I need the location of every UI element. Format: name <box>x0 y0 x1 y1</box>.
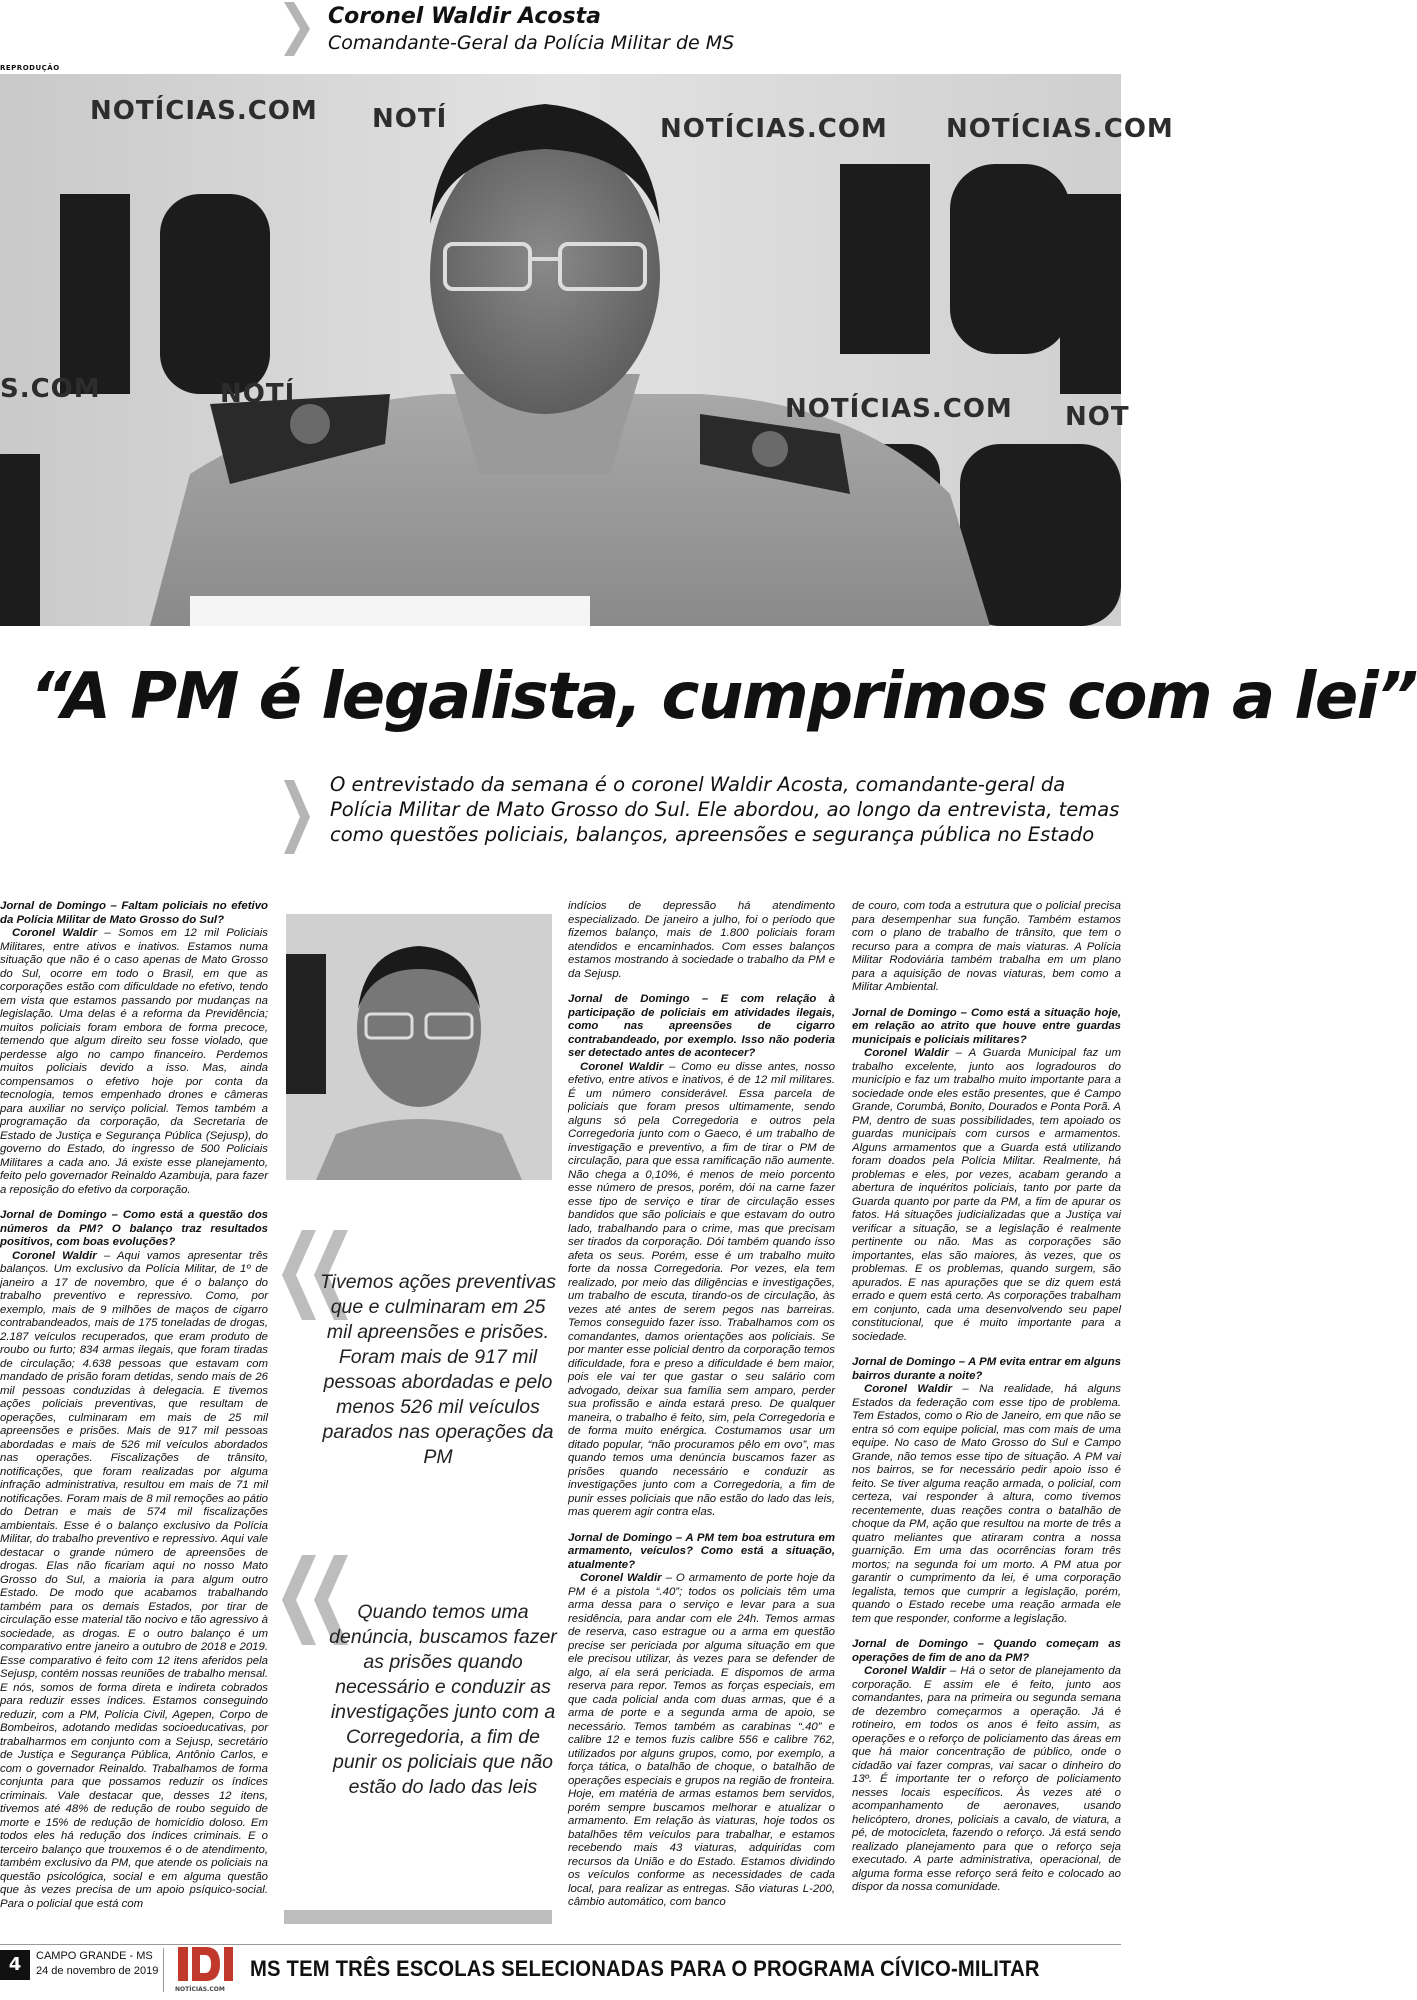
paragraph-gap <box>852 995 1121 1007</box>
paragraph-gap <box>852 1626 1121 1638</box>
interview-answer <box>568 900 835 981</box>
photo-credit: REPRODUÇÃO <box>0 64 60 72</box>
footer-city: CAMPO GRANDE - MS <box>36 1950 153 1962</box>
answer-text: – Aqui vamos apresentar três balanços. Um exclusivo da Polícia Militar, de 1º de janeiro a 17 de novembro, que é o balanço do trabalho preventivo e repressivo. Como, por exemplo, mais de 9 milhões de maços de cigarro contrabandeados, mais de 175 toneladas de drogas, 2.187 veículos recuperados, que eram produto de roubo ou furto; 834 armas ilegais, que foram tiradas de circulação; 4.638 pessoas que estavam com mandado de prisão foram detidas, sendo mais de 26 mil pessoas conduzidas à delegacia. E tivemos ações policiais preventivas, que resultam de operações, culminaram em mais de 25 mil apreensões e prisões. Mais de 917 mil pessoas abordadas e mais de 526 mil veículos abordados nas operações. Fiscalizações de trânsito, notificações, que foram realizadas por alguma infração administrativa, resultou em mais de 71 mil notificações. Foram mais de 8 mil remoções ao pátio do Detran e mais de 574 mil fiscalizações ambientais. Esse é o balanço exclusivo da Polícia Militar, do trabalho preventivo e repressivo. Aqui vale destacar o grande número de apreensões de drogas. Elas não ficariam aqui no nosso Mato Grosso do Sul, a maioria ia para algum outro Estado. De modo que acabamos trabalhando também para os demais Estados, por tirar de circulação esse material tão nocivo e tão agressivo à sociedade, as drogas. E o outro balanço é um comparativo entre janeiro a outubro de 2018 e 2019. Esse comparativo é feito com 12 itens aferidos pela Sejusp, contém nossas reuniões de trabalho mensal. E nós, somos de forma direta e indireta cobrados para reduzir esses índices. Estamos conseguindo reduzir, com a PM, Polícia Civil, Agepen, Corpo de Bombeiros, adotando medidas socioeducativas, por trabalharmos em conjunto com a Sejusp, secretário de Justiça e Segurança Pública, Antônio Carlos, e com o governador Reinaldo. Trabalhamos de forma conjunta para que possamos reduzir os índices criminais. Vale destacar que, desses 12 itens, tivemos até 48% de redução de roubo seguido de morte e 15% de redução de homicídio doloso. Em todos eles há redução dos índices criminais. E o terceiro balanço que trouxemos é o de atendimento, também exclusivo da PM, que atende os policiais na questão psicológica, social e em alguma questão que às vezes precisa de um apoio psíquico-social. Para o policial que está com <box>0 1249 269 1910</box>
watermark-1: NOTÍCIAS.COM <box>90 96 318 126</box>
answer-speaker: Coronel Waldir <box>864 1665 946 1677</box>
answer-speaker: Coronel Waldir <box>12 1249 97 1262</box>
interview-answer <box>852 900 1121 995</box>
headline: “A PM é legalista, cumprimos com a lei” <box>30 660 1417 734</box>
portrait-photo <box>286 914 552 1180</box>
watermark-8: NOT <box>1065 402 1130 432</box>
interviewee-name: Coronel Waldir Acosta <box>328 4 601 29</box>
interview-answer <box>852 1383 1121 1626</box>
main-photo <box>0 74 1174 626</box>
answer-speaker: Coronel Waldir <box>580 1060 664 1073</box>
article-column-4 <box>852 900 1121 1895</box>
interview-question: Jornal de Domingo – Faltam policiais no efetivo da Polícia Militar de Mato Grosso do Sul? <box>0 900 268 926</box>
interview-question: Jornal de Domingo – A PM evita entrar em alguns bairros durante a noite? <box>852 1356 1121 1382</box>
footer-separator <box>163 1948 164 1992</box>
interview-question: Jornal de Domingo – E com relação à participação de policiais em atividades ilegais, como nas apreensões de cigarro contrabandeado, por exemplo. Isso não poderia ser detectado antes de acontecer? <box>568 993 835 1059</box>
answer-speaker: Coronel Waldir <box>864 1047 949 1059</box>
footer-divider <box>0 1944 1121 1945</box>
article-column-3 <box>568 900 835 1910</box>
answer-text: – O armamento de porte hoje da PM é a pistola “.40”; todos os policiais têm uma arma dessa para o serviço e levar para a sua residência, para andar com ele 24h. Temos armas de reserva, caso estrague ou a arma em questão precise ser periciada por alguma situação em que ele precisou utilizar, às vezes para se defender de algo, aí ela será periciada. E dispomos de arma reserva para repor. Temos as forças especiais, em que cada policial anda com duas armas, que é a arma de porte e a segunda arma de apoio, se necessário. Temos também as carabinas “.40” e calibre 12 e temos fuzis calibre 556 e calibre 762, utilizados por alguns grupos, como, por exemplo, a força tática, o batalhão de choque, o batalhão de operações especiais e grupos na região de fronteira. Hoje, em matéria de armas estamos bem servidos, porém sempre buscamos melhorar e atualizar o armamento. Em relação às viaturas, hoje todos os batalhões têm veículos para trabalhar, e estamos recebendo mais 43 viaturas, adquiridas com recursos da União e do Estado. Estamos dividindo os veículos conforme as necessidades de cada local, para realizar as entregas. São viaturas L-200, câmbio automático, com banco <box>568 1572 836 1908</box>
photo-background <box>0 74 1121 626</box>
footer-date: 24 de novembro de 2019 <box>36 1965 159 1977</box>
interview-answer <box>0 927 268 1197</box>
answer-speaker: Coronel Waldir <box>580 1572 662 1584</box>
paragraph-gap <box>0 1197 268 1209</box>
answer-text: indícios de depressão há atendimento especializado. De janeiro a julho, foi o período que fizemos balanço, mais de 1.800 policiais foram atendidos e encaminhados. Com esses balanços estamos mostrando à sociedade o trabalho da PM e da Sejusp. <box>568 900 835 980</box>
watermark-3: NOTÍCIAS.COM <box>660 114 888 144</box>
watermark-7: NOTÍCIAS.COM <box>785 394 1013 424</box>
answer-text: de couro, com toda a estrutura que o policial precisa para desempenhar sua função. Também estamos com o plano de trabalho de trânsito, que tem o recurso para a compra de mais viaturas. A Polícia Militar Rodoviária também trabalha em um plano para a aquisição de novas viaturas, bem como a Militar Ambiental. <box>852 900 1121 993</box>
pull-quote-1: Tivemos ações preventivas que e culminaram em 25 mil apreensões e prisões. Foram mais de 917 mil pessoas abordadas e pelo menos 526 mil veículos parados nas operações da PM <box>319 1271 557 1468</box>
intro-text: O entrevistado da semana é o coronel Waldir Acosta, comandante-geral da Polícia Militar de Mato Grosso do Sul. Ele abordou, ao longo da entrevista, temas como questões policiais, balanços, apreensões e segurança pública no Estado <box>330 773 1120 846</box>
interview-answer <box>568 1572 835 1910</box>
watermark-6: NOTÍ <box>220 379 296 409</box>
watermark-5: S.COM <box>0 374 101 404</box>
answer-text: – Na realidade, há alguns Estados da federação com esse tipo de problema. Tem Estados, como o Rio de Janeiro, em que não se entra só com equipe policial, mas com mais de uma equipe. No caso de Mato Grosso do Sul e Campo Grande, não temos esse tipo de situação. A PM vai nos bairros, se for necessário pedir apoio isso é feito. Se tiver alguma reação armada, o policial, com certeza, vai responder à altura, como tivemos recentemente, duas reações contra o batalhão de choque da PM, ação que resultou na morte de três a quatro meliantes que atiraram contra a nossa guarnição. Em uma das ocorrências foram três mortos; na segunda foi um morto. A PM atua por garantir o cumprimento da lei, é uma corporação legalista, temos que cumprir a legislação, porém, quando o Estado recebe uma reação armada ele tem que responder, conforme a legislação. <box>852 1383 1121 1625</box>
pull-quote-bar <box>284 1910 552 1924</box>
paragraph-gap <box>568 1520 835 1532</box>
answer-text: – Como eu disse antes, nosso efetivo, entre ativos e inativos, é de 12 mil militares. É um número considerável. Essa parcela de policiais que foram presos ultimamente, sendo alguns só pela Corregedoria e outros pela Corregedoria junto com o Gaeco, é um trabalho de investigação e preventivo, a fim de tirar o PM de circulação, para que essa ramificação não aumente. Não chega a 0,10%, é menos de meio porcento esse número de presos, porém, dói na carne fazer esse tipo de serviço e tirar de circulação esses bandidos que são policiais e que estavam do outro lado, trabalhando para o crime, mas que precisam ser tirados da corporação. Dói também quando isso afeta os seus. Porém, esse é um trabalho muito forte da nossa Corregedoria. Por vezes, ela tem realizado, por meio das diligências e investigações, um trabalho de escuta, tirando-os de circulação, às vezes até antes de serem pegos nas barreiras. Temos conseguido fazer isso. Trabalhamos com os comandantes, damos orientações aos policiais. Se por manter esse policial dentro da corporação temos dificuldade, fora e preso a dificuldade é bem maior, pois ele vai ter que gastar o seu salário com advogado, deixar sua família sem amparo, perder sua profissão e ainda estará preso. De qualquer maneira, o trabalho é feito, sim, pela Corregedoria e de forma muito enérgica. Costumamos usar um ditado popular, “não procuramos pêlo em ovo”, mas quando temos uma denúncia buscamos fazer as prisões quando necessário e conduzir as investigações junto com a Corregedoria, a fim de punir esses policiais que não estão do lado das leis, mas querem agir contra elas. <box>568 1060 835 1518</box>
answer-speaker: Coronel Waldir <box>864 1383 952 1395</box>
answer-text: – Somos em 12 mil Policiais Militares, entre ativos e inativos. Estamos numa situação que não é o caso apenas de Mato Grosso do Sul, ocorre em todo o Brasil, em que as corporações estão com dificuldade no efetivo, tendo em vista que estamos passando por mudanças na legislação. Uma delas é a reforma da Previdência; muitos policiais foram embora de forma precoce, temendo que algum direito seu fosse violado, que perdesse algo no campo financeiro. Perdemos muitos policiais devido a isso. Mas, ainda compensamos o efetivo hoje por conta da tecnologia, temos empenhado drones e câmeras para auxiliar no serviço policial. Temos também a programação da corporação, da Secretaria de Estado de Justiça e Segurança Pública (Sejusp), do governo do Estado, do ingresso de 500 Policiais Militares a cada ano. Já existe esse planejamento, feito pelo governador Reinaldo Azambuja, para fazer a reposição do efetivo da corporação. <box>0 927 268 1196</box>
interview-question: Jornal de Domingo – Como está a questão dos números da PM? O balanço traz resultados positivos, com boas evoluções? <box>0 1209 268 1248</box>
answer-speaker: Coronel Waldir <box>12 927 98 939</box>
interview-answer <box>852 1665 1121 1895</box>
footer-headline: MS TEM TRÊS ESCOLAS SELECIONADAS PARA O PROGRAMA CÍVICO-MILITAR <box>250 1956 1040 1981</box>
logo-subtitle: NOTÍCIAS.COM <box>175 1986 225 1993</box>
answer-text: – A Guarda Municipal faz um trabalho excelente, junto aos logradouros do município e faz um trabalho muito importante para a sociedade onde eles estão presentes, que é Campo Grande, Corumbá, Bonito, Dourados e Ponta Porã. A PM, dentro de suas possibilidades, tem apoiado os guardas municipais com cursos e armamentos. Alguns armamentos que a Guarda está utilizando foram doados pela Polícia Militar. Realmente, há problemas e eles, por vezes, acabam gerando a abertura de inquéritos policiais, tanto por parte da Guarda quanto por parte da PM, a fim de apurar os fatos. Há situações judicializadas que a Justiça vai verificar a situação, se a legislação é realmente pertinente ou não. Mas as corporações são importantes, elas são maiores, às vezes, que os problemas. E os problemas, quando surgem, são apurados. E nas apurações que se diz quem está errado e quem está certo. As corporações trabalham em conjunto, cada uma desenvolvendo seu papel constitucional, que é muito importante para a sociedade. <box>852 1047 1122 1343</box>
pull-quote-2: Quando temos uma denúncia, buscamos fazer as prisões quando necessário e conduzir as investigações junto com a Corregedoria, a fim de punir os policiais que não estão do lado das leis <box>329 1601 557 1798</box>
page-number: 4 <box>0 1950 30 1980</box>
watermark-4: NOTÍCIAS.COM <box>946 114 1174 144</box>
paragraph-gap <box>852 1344 1121 1356</box>
watermark-2: NOTÍ <box>372 104 448 134</box>
article-column-1 <box>0 900 268 1911</box>
intro-chevron-icon <box>284 780 310 854</box>
interview-answer <box>852 1047 1121 1344</box>
interviewee-role: Comandante-Geral da Polícia Militar de MS <box>328 32 735 54</box>
answer-text: – Há o setor de planejamento da corporação. E assim ele é feito, junto aos comandantes, para na primeira ou segunda semana de dezembro começarmos a operação. Já é rotineiro, em todos os anos é feito assim, as operações e o reforço de policiamento das áreas em que há maior concentração de público, onde o cidadão vai fazer compras, vai sacar o dinheiro do 13º. É importante ter o reforço de policiamento nesses locais específicos. Às vezes até o acompanhamento de aeronaves, usando helicóptero, drones, policiais a cavalo, de viatura, a pé, de motocicleta, fazendo o reforço. Já está sendo realizado planejamento para que o reforço seja executado. A parte administrativa, operacional, de alguma forma esse reforço será feito e colocado ao dispor da nossa comunidade. <box>852 1665 1121 1893</box>
header-chevron-icon <box>284 2 310 56</box>
interview-question: Jornal de Domingo – Quando começam as operações de fim de ano da PM? <box>852 1638 1121 1664</box>
interview-answer <box>568 1061 835 1520</box>
interview-question: Jornal de Domingo – A PM tem boa estrutura em armamento, veículos? Como está a situação, atualmente? <box>568 1531 835 1571</box>
interview-question: Jornal de Domingo – Como está a situação hoje, em relação ao atrito que houve entre guardas municipais e policiais militares? <box>852 1006 1121 1046</box>
interview-answer <box>0 1250 268 1912</box>
paragraph-gap <box>568 981 835 993</box>
